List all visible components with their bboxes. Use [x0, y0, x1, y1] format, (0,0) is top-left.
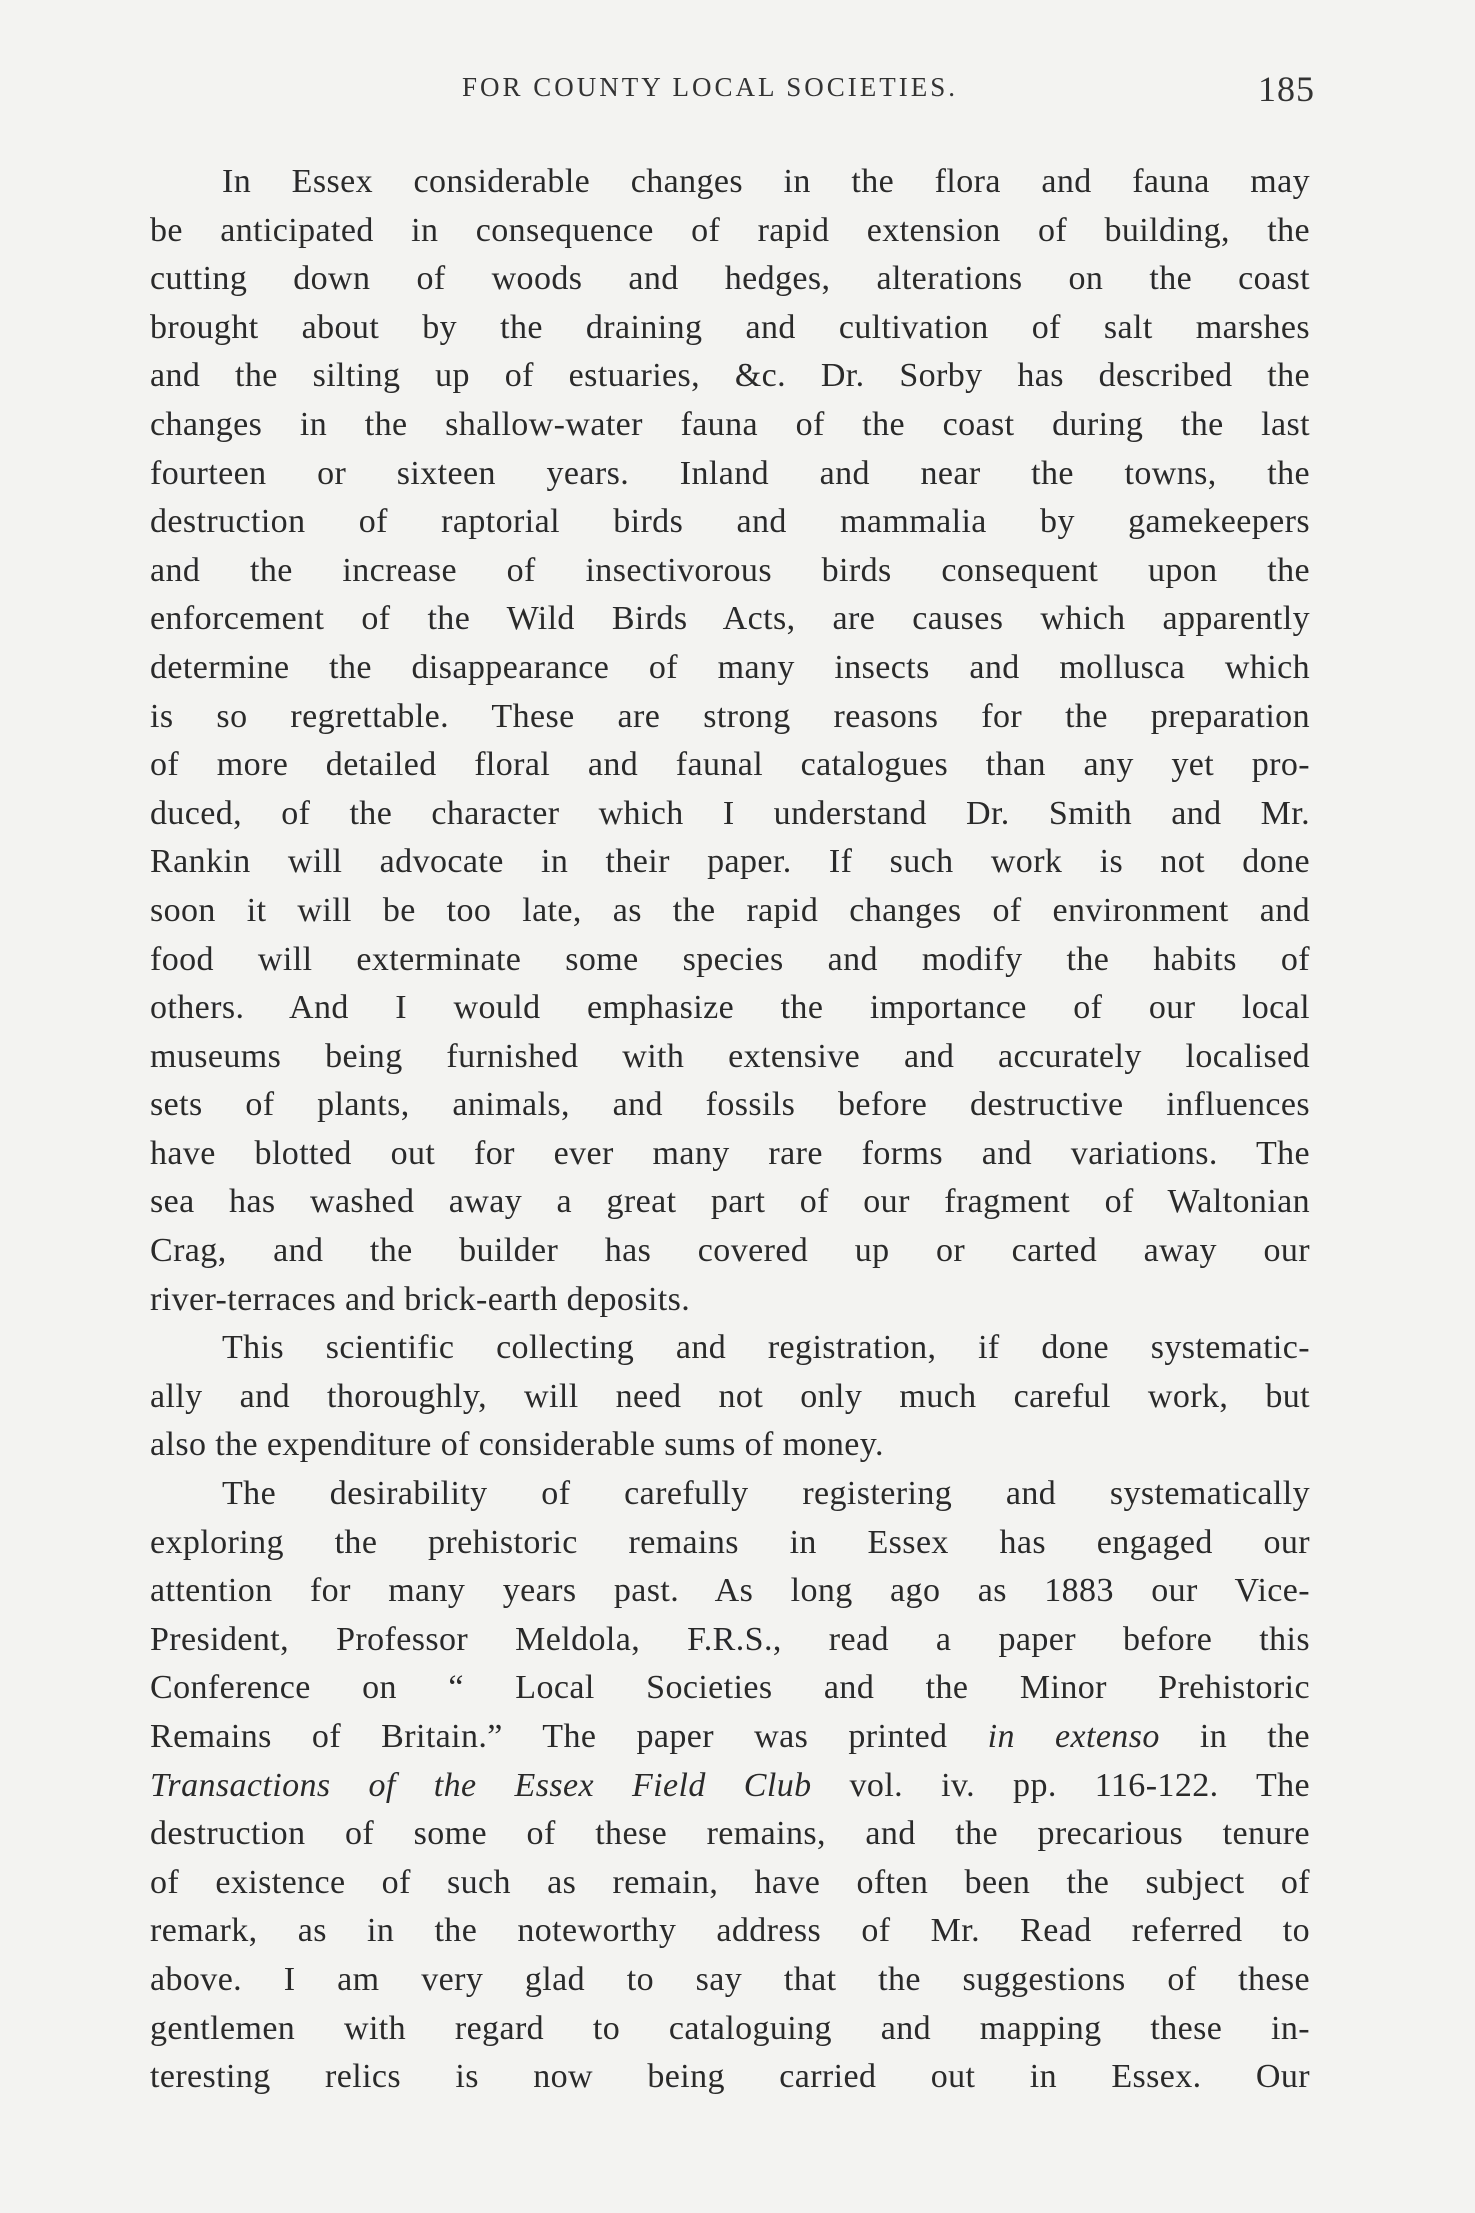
text-line: above. I am very glad to say that the suggestions of these: [150, 1960, 1310, 1998]
text-line: soon it will be too late, as the rapid changes of environment and: [150, 891, 1310, 929]
text-line: destruction of some of these remains, and the precarious tenure: [150, 1815, 1310, 1853]
text-line: duced, of the character which I understand Dr. Smith and Mr.: [150, 794, 1310, 832]
text-line: attention for many years past. As long ago as 1883 our Vice-: [150, 1572, 1310, 1610]
text-line: and the increase of insectivorous birds consequent upon the: [150, 551, 1310, 589]
text-line: others. And I would emphasize the importance of our local: [150, 989, 1310, 1027]
text-line: enforcement of the Wild Birds Acts, are causes which apparently: [150, 600, 1310, 638]
paragraph-2: [150, 1324, 1310, 1470]
text-line: remark, as in the noteworthy address of Mr. Read referred to: [150, 1912, 1310, 1950]
text-line: This scientific collecting and registration, if done systematic-: [222, 1329, 1310, 1367]
italic-run: Transactions of the Essex Field Club: [150, 1766, 812, 1804]
text-line: The desirability of carefully registering and systematically: [222, 1475, 1310, 1513]
body-text: [150, 158, 1310, 2102]
text-line: brought about by the draining and cultivation of salt marshes: [150, 308, 1310, 346]
text-line: Conference on “ Local Societies and the Minor Prehistoric: [150, 1669, 1310, 1707]
text-line: gentlemen with regard to cataloguing and mapping these in-: [150, 2009, 1310, 2047]
paragraph-3: [150, 1470, 1310, 2102]
running-title: FOR COUNTY LOCAL SOCIETIES.: [462, 72, 959, 102]
running-head: [150, 69, 1315, 112]
text-line: ally and thoroughly, will need not only much careful work, but: [150, 1377, 1310, 1415]
italic-run: in extenso: [987, 1718, 1160, 1755]
text-run: vol. iv. pp. 116-122. The: [811, 1766, 1310, 1804]
text-line: Rankin will advocate in their paper. If such work is not done: [150, 843, 1310, 881]
text-line-mixed: [150, 1713, 1310, 1762]
text-line: is so regrettable. These are strong reasons for the preparation: [150, 697, 1310, 735]
text-line: food will exterminate some species and modify the habits of: [150, 940, 1310, 978]
text-line: sets of plants, animals, and fossils before destructive influences: [150, 1086, 1310, 1124]
text-line: destruction of raptorial birds and mammalia by gamekeepers: [150, 503, 1310, 541]
text-line: In Essex considerable changes in the flora and fauna may: [222, 163, 1310, 200]
text-line: changes in the shallow-water fauna of the coast during the last: [150, 405, 1310, 443]
text-run: in the: [1159, 1718, 1310, 1755]
text-run: Remains of Britain.” The paper was printed: [150, 1718, 948, 1755]
page-number: 185: [1258, 69, 1315, 109]
text-line: cutting down of woods and hedges, alterations on the coast: [150, 260, 1310, 298]
text-line: museums being furnished with extensive and accurately localised: [150, 1037, 1310, 1075]
text-line: river-terraces and brick-earth deposits.: [150, 1280, 691, 1318]
text-line: Crag, and the builder has covered up or carted away our: [150, 1232, 1310, 1270]
text-line-mixed: [150, 1762, 1310, 1811]
text-line: of existence of such as remain, have often been the subject of: [150, 1863, 1310, 1901]
text-line: determine the disappearance of many insects and mollusca which: [150, 648, 1310, 686]
text-line: fourteen or sixteen years. Inland and near the towns, the: [150, 454, 1310, 492]
text-line: of more detailed floral and faunal catalogues than any yet pro-: [150, 746, 1310, 784]
text-line: President, Professor Meldola, F.R.S., read a paper before this: [150, 1620, 1310, 1658]
text-line: be anticipated in consequence of rapid extension of building, the: [150, 211, 1310, 249]
text-line: also the expenditure of considerable sums of money.: [150, 1426, 884, 1464]
paragraph-1: [150, 158, 1310, 1324]
text-line: and the silting up of estuaries, &c. Dr. Sorby has described the: [150, 357, 1310, 395]
text-line: teresting relics is now being carried out in Essex. Our: [150, 2058, 1310, 2096]
text-line: have blotted out for ever many rare forms and variations. The: [150, 1134, 1310, 1172]
text-line: sea has washed away a great part of our fragment of Waltonian: [150, 1183, 1310, 1221]
text-line: exploring the prehistoric remains in Essex has engaged our: [150, 1523, 1310, 1561]
